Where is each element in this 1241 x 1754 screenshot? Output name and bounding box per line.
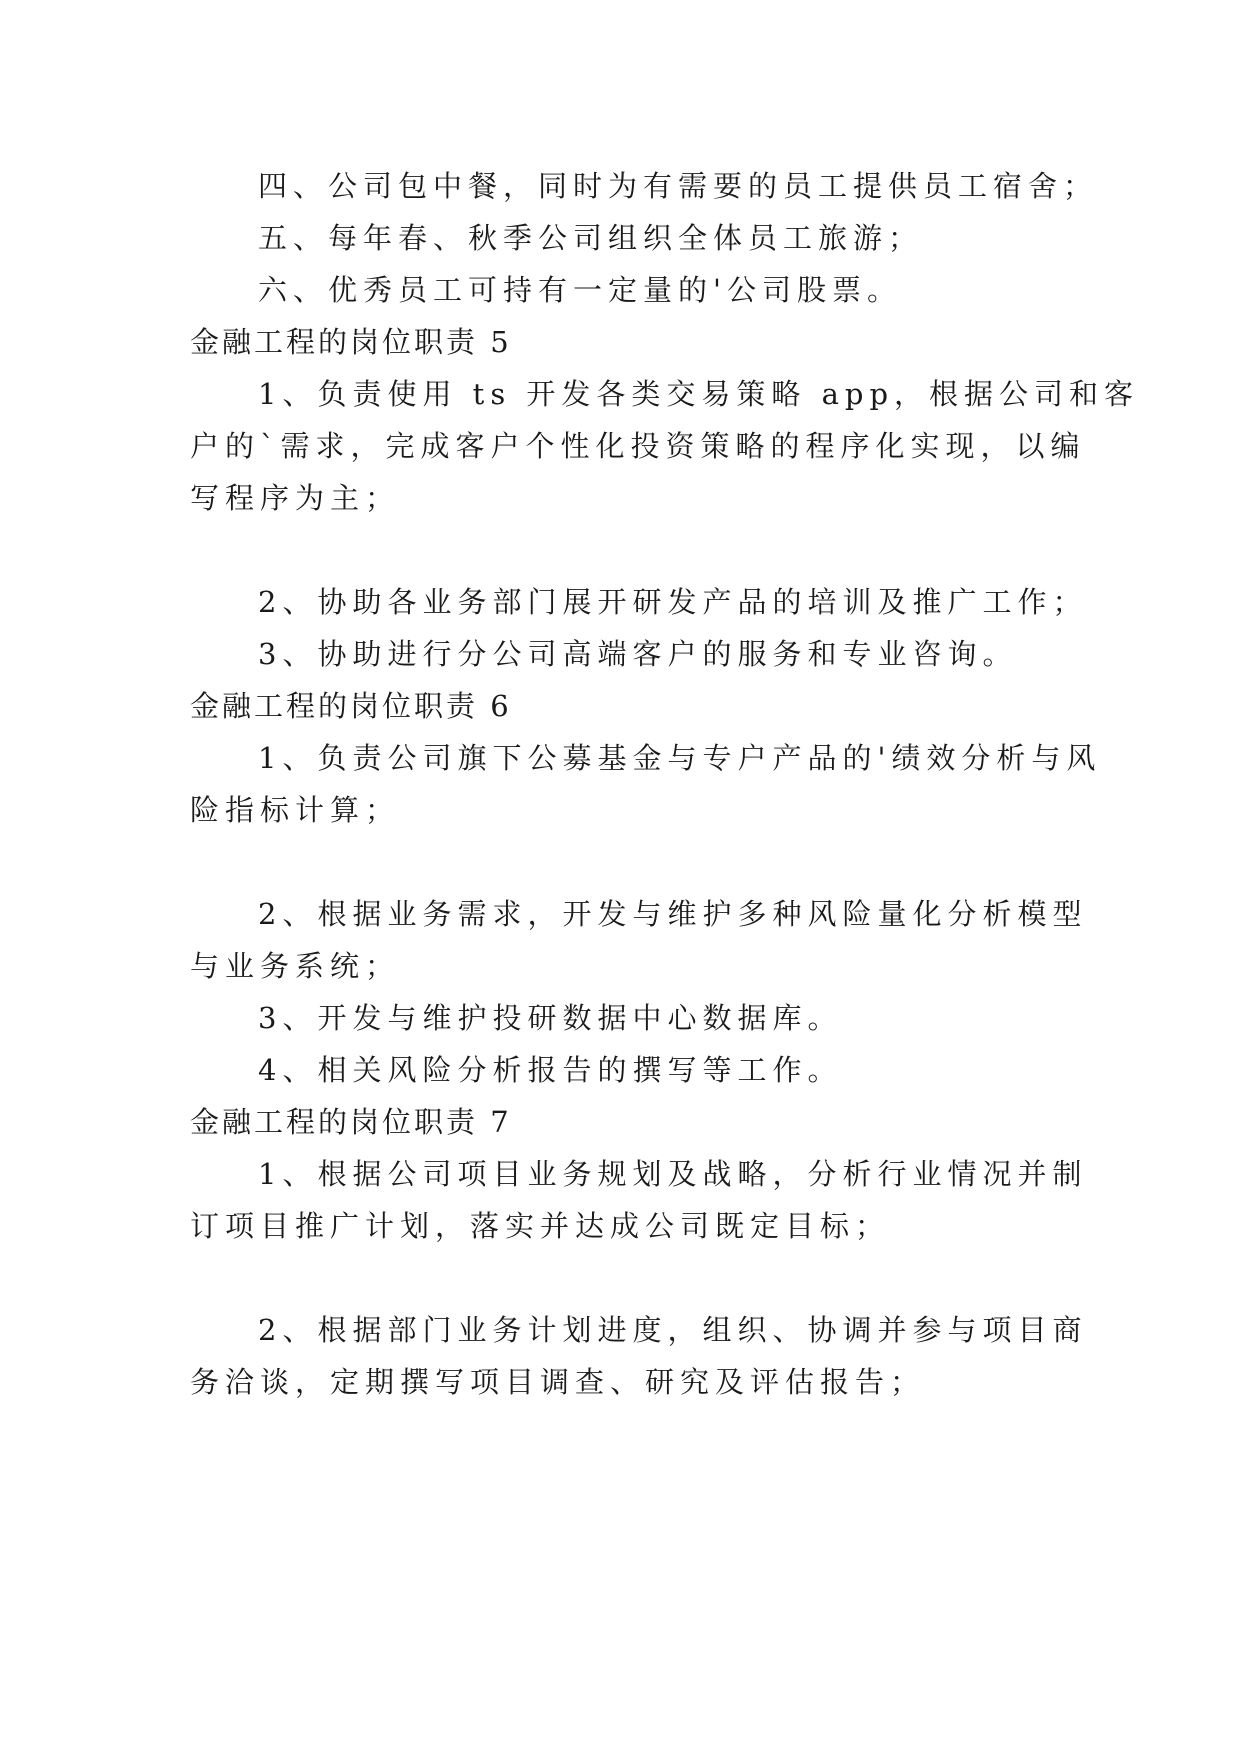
duty-6-3: 3、开发与维护投研数据中心数据库。 — [258, 1001, 843, 1035]
section-heading-7: 金融工程的岗位职责 7 — [190, 1105, 512, 1139]
benefit-line-6: 六、优秀员工可持有一定量的'公司股票。 — [258, 273, 902, 307]
duty-5-1-line-b: 户的`需求，完成客户个性化投资策略的程序化实现，以编 — [190, 429, 1086, 463]
duty-6-1-line-a: 1、负责公司旗下公募基金与专户产品的'绩效分析与风 — [258, 741, 1102, 775]
duty-6-1-line-b: 险指标计算； — [190, 793, 401, 827]
section-heading-6: 金融工程的岗位职责 6 — [190, 689, 512, 723]
duty-5-3: 3、协助进行分公司高端客户的服务和专业咨询。 — [258, 637, 1018, 671]
duty-5-1-line-a: 1、负责使用 ts 开发各类交易策略 app，根据公司和客 — [258, 377, 1140, 411]
section-heading-5: 金融工程的岗位职责 5 — [190, 325, 512, 359]
duty-5-1-line-c: 写程序为主； — [190, 481, 401, 515]
duty-7-1-line-a: 1、根据公司项目业务规划及战略，分析行业情况并制 — [258, 1157, 1088, 1191]
duty-7-2-line-a: 2、根据部门业务计划进度，组织、协调并参与项目商 — [258, 1313, 1088, 1347]
duty-6-2-line-a: 2、根据业务需求，开发与维护多种风险量化分析模型 — [258, 897, 1088, 931]
duty-6-2-line-b: 与业务系统； — [190, 949, 401, 983]
duty-6-4: 4、相关风险分析报告的撰写等工作。 — [258, 1053, 843, 1087]
duty-7-1-line-b: 订项目推广计划，落实并达成公司既定目标； — [190, 1209, 891, 1243]
benefit-line-4: 四、公司包中餐，同时为有需要的员工提供员工宿舍； — [258, 169, 1099, 203]
benefit-line-5: 五、每年春、秋季公司组织全体员工旅游； — [258, 221, 924, 255]
duty-5-2: 2、协助各业务部门展开研发产品的培训及推广工作； — [258, 585, 1088, 619]
duty-7-2-line-b: 务洽谈，定期撰写项目调查、研究及评估报告； — [190, 1365, 926, 1399]
